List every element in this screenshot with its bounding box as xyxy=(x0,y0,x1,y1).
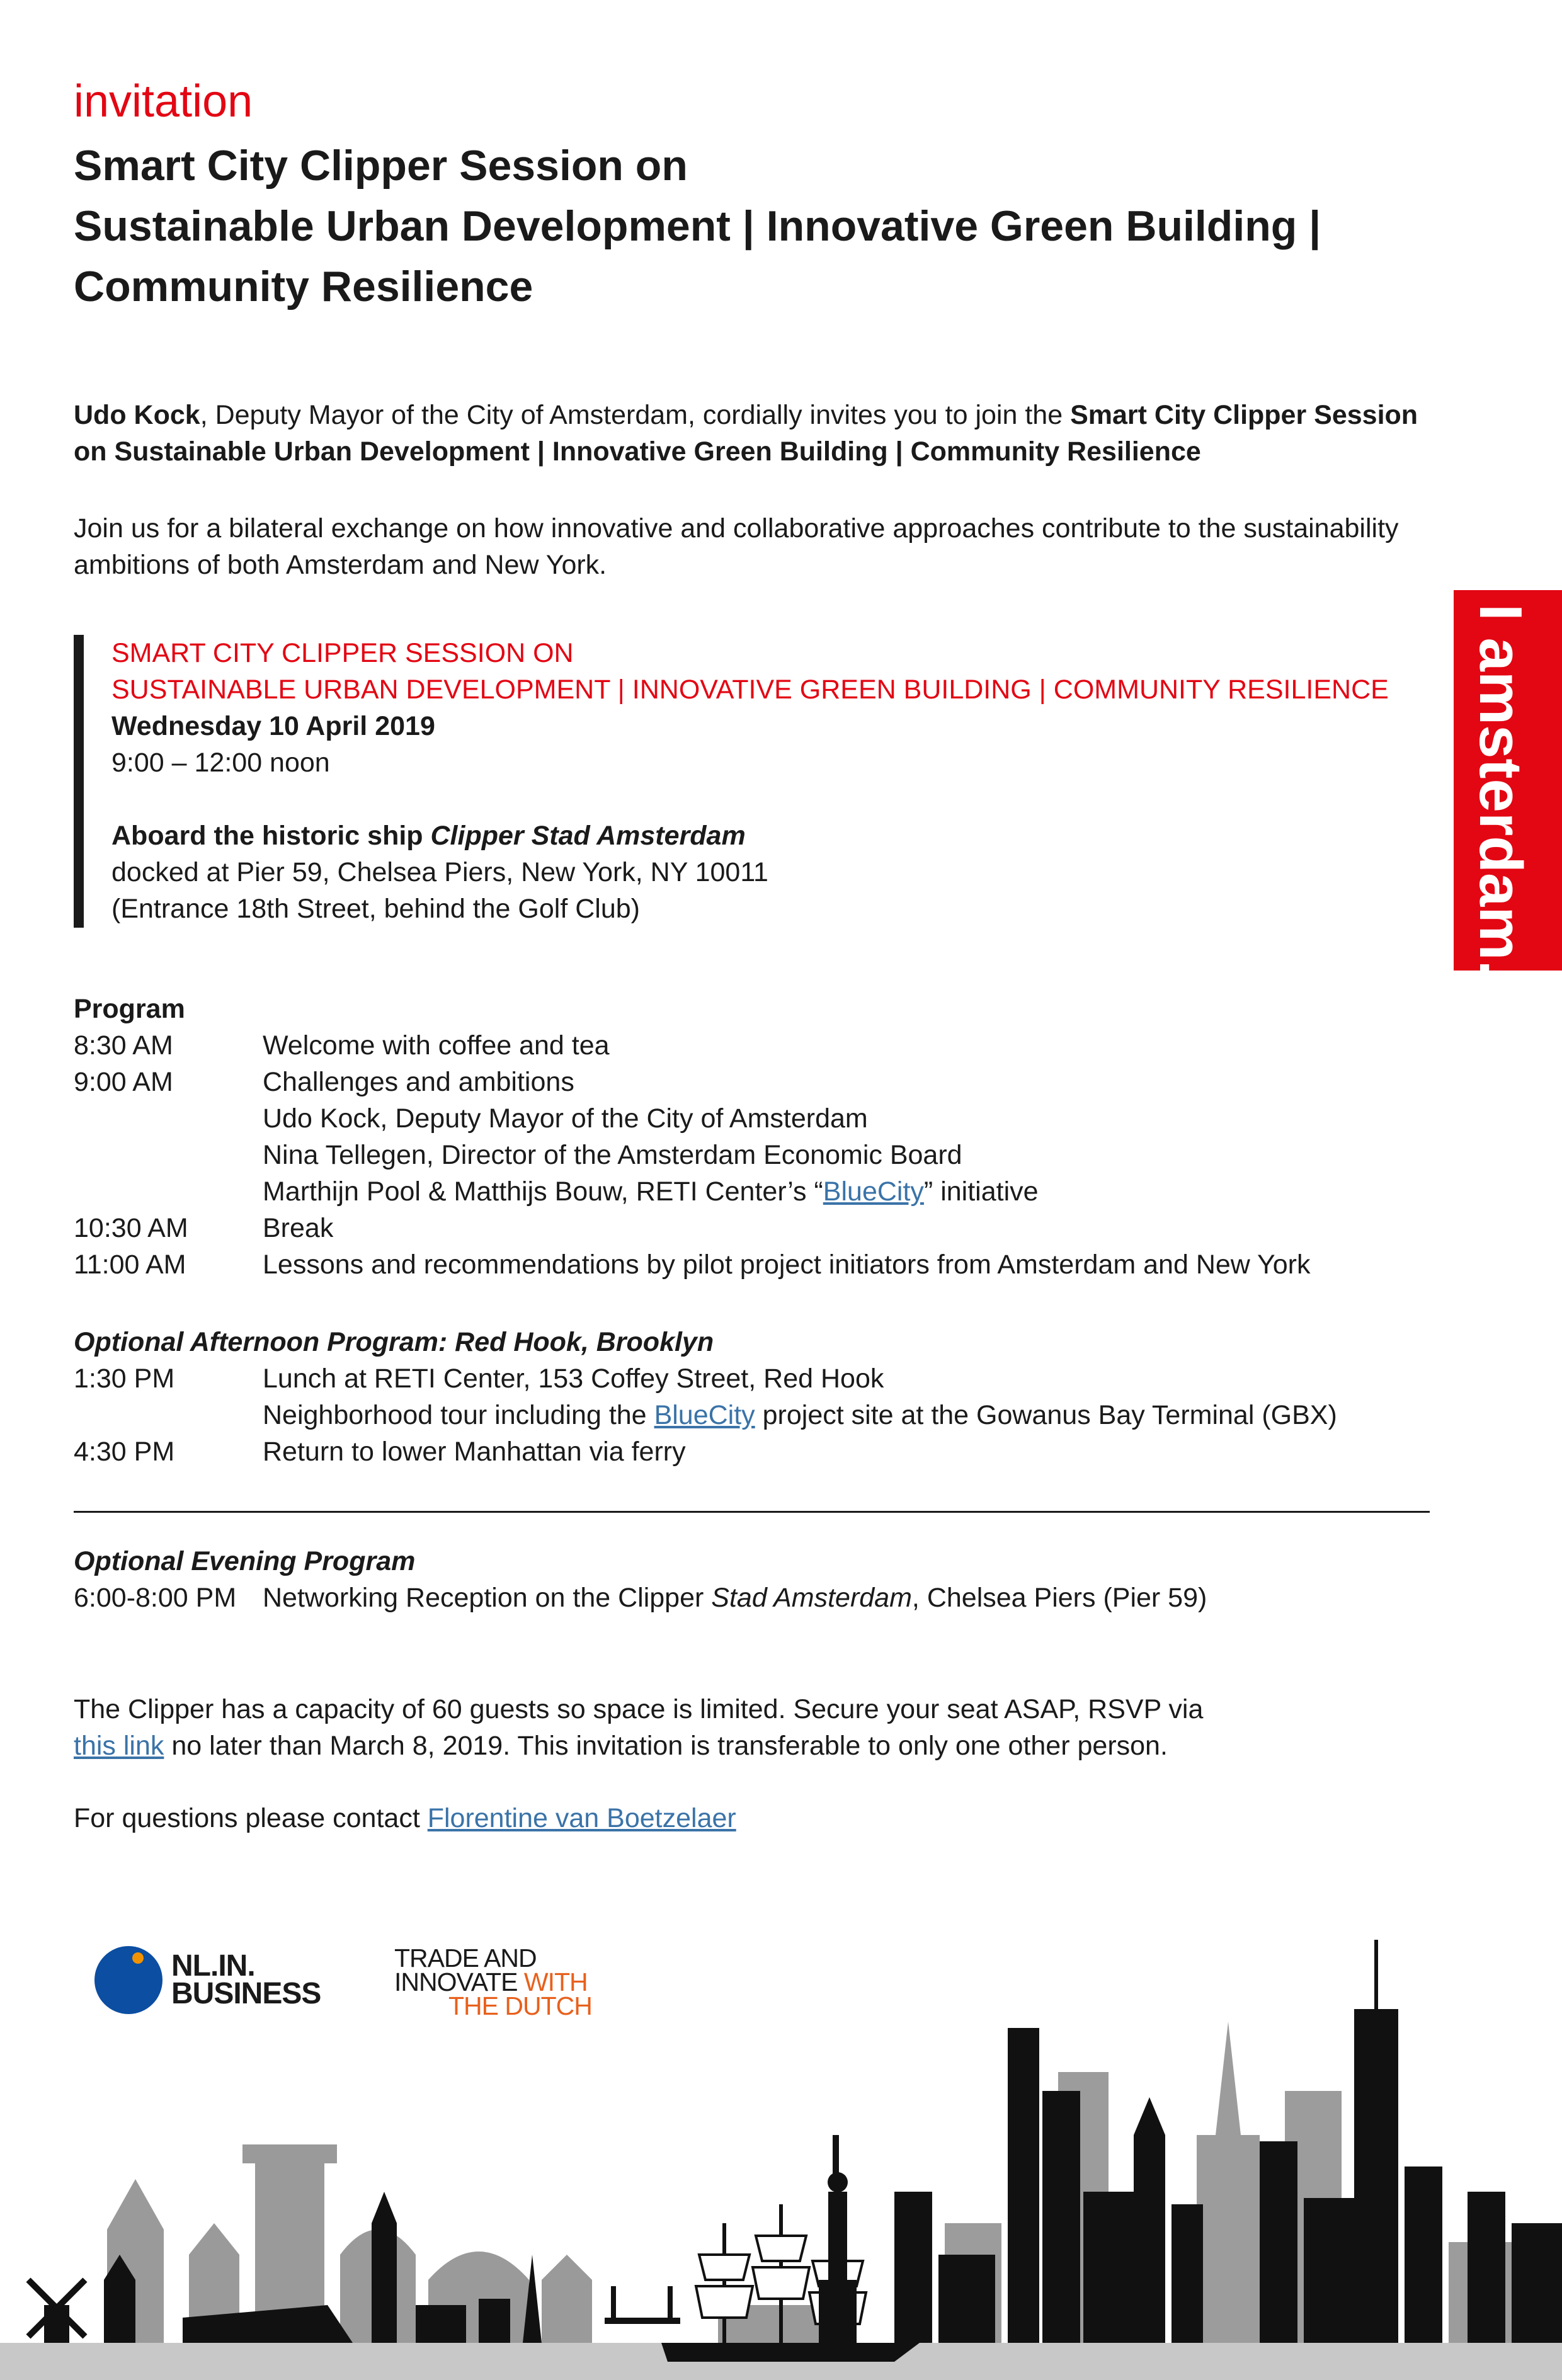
title-line: Sustainable Urban Development | Innovative Green Building | xyxy=(74,202,1321,250)
program-activity: Welcome with coffee and tea xyxy=(263,1030,610,1061)
program-row xyxy=(74,1064,1310,1100)
venue-ship: Clipper Stad Amsterdam xyxy=(430,821,746,851)
program-row xyxy=(74,1246,1310,1283)
title-line: Community Resilience xyxy=(74,263,533,310)
session-title-line1: SMART CITY CLIPPER SESSION ON xyxy=(111,638,574,668)
join-paragraph: Join us for a bilateral exchange on how innovative and collaborative approaches contribute to the sustainability ambitions of both Amsterdam and New York. xyxy=(74,513,1399,580)
program-time: 6:00-8:00 PM xyxy=(74,1583,237,1613)
afternoon-heading: Optional Afternoon Program: Red Hook, Brooklyn xyxy=(74,1327,714,1357)
program-activity xyxy=(263,1397,1337,1433)
program-activity: Udo Kock, Deputy Mayor of the City of Amsterdam xyxy=(263,1103,868,1134)
program-activity: Return to lower Manhattan via ferry xyxy=(263,1437,686,1467)
program-row xyxy=(74,1027,1310,1064)
trade-line1: TRADE AND xyxy=(394,1944,537,1973)
invitation-label: invitation xyxy=(74,76,253,127)
program-row xyxy=(74,1173,1310,1210)
session-title-line2: SUSTAINABLE URBAN DEVELOPMENT | INNOVATIVE GREEN BUILDING | COMMUNITY RESILIENCE xyxy=(111,675,1389,705)
afternoon-section xyxy=(74,1324,1337,1470)
program-time: 4:30 PM xyxy=(74,1437,175,1467)
bluecity-link[interactable]: BlueCity xyxy=(823,1176,924,1207)
divider xyxy=(74,1511,1430,1513)
program-section xyxy=(74,991,1310,1283)
contact-paragraph xyxy=(74,1800,736,1836)
program-activity xyxy=(263,1173,1039,1210)
program-row xyxy=(74,1100,1310,1137)
program-row xyxy=(74,1580,1207,1616)
intro-paragraph xyxy=(74,397,1428,470)
session-time: 9:00 – 12:00 noon xyxy=(111,748,330,778)
i-amsterdam-logo xyxy=(1454,590,1562,977)
rsvp-line2: no later than March 8, 2019. This invitation is transferable to only one other person. xyxy=(164,1731,1168,1761)
session-date: Wednesday 10 April 2019 xyxy=(111,711,435,741)
rsvp-line1: The Clipper has a capacity of 60 guests so space is limited. Secure your seat ASAP, RSVP via xyxy=(74,1694,1204,1724)
tour-suffix: project site at the Gowanus Bay Terminal (GBX) xyxy=(755,1400,1337,1430)
city-skyline-illustration xyxy=(0,1927,1562,2380)
venue-prefix: Aboard the historic ship xyxy=(111,821,431,851)
contact-prefix: For questions please contact xyxy=(74,1803,428,1833)
evening-ship: Stad Amsterdam xyxy=(711,1583,912,1613)
session-venue xyxy=(111,817,1389,854)
program-row xyxy=(74,1137,1310,1173)
session-entrance: (Entrance 18th Street, behind the Golf Club) xyxy=(111,894,640,924)
program-time: 11:00 AM xyxy=(74,1250,186,1280)
intro-text: , Deputy Mayor of the City of Amsterdam, cordially invites you to join the xyxy=(200,400,1071,430)
title-line: Smart City Clipper Session on xyxy=(74,142,688,190)
program-time: 8:30 AM xyxy=(74,1030,173,1061)
program-time xyxy=(74,1100,263,1137)
program-row xyxy=(74,1360,1337,1397)
contact-link[interactable]: Florentine van Boetzelaer xyxy=(427,1803,736,1833)
session-address: docked at Pier 59, Chelsea Piers, New York, NY 10011 xyxy=(111,857,768,887)
nl-logo-line1: NL.IN. xyxy=(171,1949,255,1983)
program-time: 1:30 PM xyxy=(74,1364,175,1394)
bluecity-link[interactable]: BlueCity xyxy=(654,1400,755,1430)
trade-line2a: INNOVATE xyxy=(394,1967,524,1996)
rsvp-paragraph xyxy=(74,1691,1203,1764)
brand-text: I amsterdam xyxy=(1467,604,1534,960)
speaker-prefix: Marthijn Pool & Matthijs Bouw, RETI Center’s “ xyxy=(263,1176,823,1207)
program-activity: Break xyxy=(263,1213,334,1243)
rsvp-link[interactable]: this link xyxy=(74,1731,164,1761)
session-details xyxy=(74,635,1469,928)
evening-suffix: , Chelsea Piers (Pier 59) xyxy=(911,1583,1207,1613)
nl-logo-line2: BUSINESS xyxy=(171,1977,321,2010)
program-activity xyxy=(263,1580,1207,1616)
trade-line2b: WITH xyxy=(523,1967,588,1996)
page-title xyxy=(74,135,1459,317)
program-row xyxy=(74,1210,1310,1246)
trade-line3: THE DUTCH xyxy=(448,1991,592,2020)
program-activity: Challenges and ambitions xyxy=(263,1067,574,1097)
host-name: Udo Kock xyxy=(74,400,200,430)
evening-prefix: Networking Reception on the Clipper xyxy=(263,1583,712,1613)
speaker-suffix: ” initiative xyxy=(923,1176,1039,1207)
session-name: Smart City Clipper Session on Sustainable Urban Development | Innovative Green Building | Community Resilience xyxy=(74,400,1418,467)
program-time xyxy=(74,1137,263,1173)
program-time: 9:00 AM xyxy=(74,1067,173,1097)
evening-heading: Optional Evening Program xyxy=(74,1546,416,1576)
program-heading: Program xyxy=(74,994,185,1024)
tour-prefix: Neighborhood tour including the xyxy=(263,1400,654,1430)
program-activity: Lessons and recommendations by pilot project initiators from Amsterdam and New York xyxy=(263,1250,1311,1280)
program-time: 10:30 AM xyxy=(74,1213,188,1243)
program-row xyxy=(74,1397,1337,1433)
program-activity: Lunch at RETI Center, 153 Coffey Street, Red Hook xyxy=(263,1364,884,1394)
brand-mark: . xyxy=(1467,960,1534,977)
program-activity: Nina Tellegen, Director of the Amsterdam Economic Board xyxy=(263,1140,962,1170)
program-row xyxy=(74,1433,1337,1470)
evening-section xyxy=(74,1543,1207,1616)
